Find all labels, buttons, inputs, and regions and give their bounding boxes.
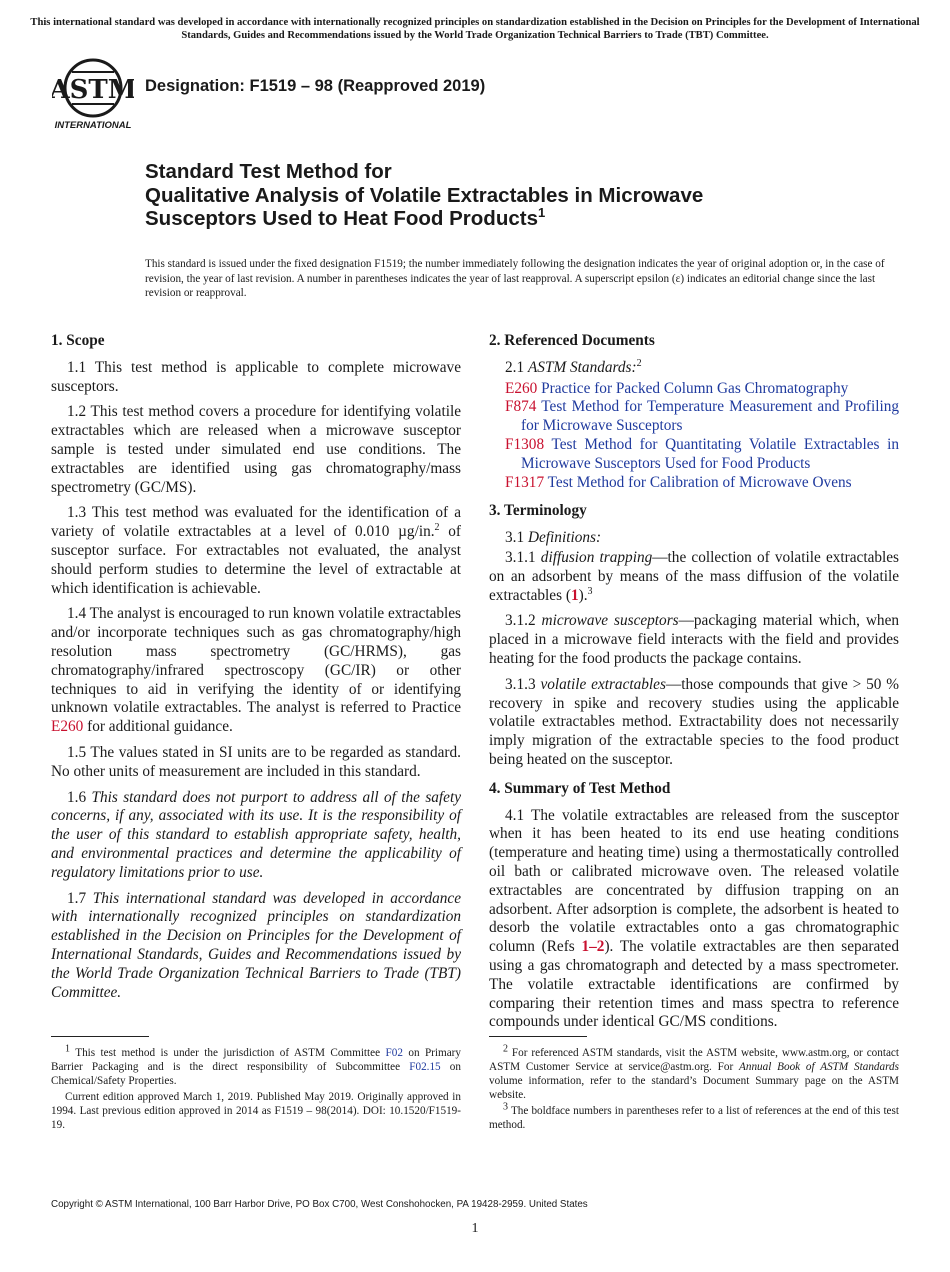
footnote-2-book-title: Annual Book of ASTM Standards <box>739 1061 899 1073</box>
para-3-1-3 <box>489 676 899 770</box>
para-1-7-text: This international standard was developed in accordance with internationally recognized principles on standardization established in the Decision on Principles for the Development of International Standards, Guides and Recommendations issued by the World Trade Organization Technical Barriers to Trade (TBT) Committee. <box>51 889 461 1001</box>
footnote-mark: 1 <box>65 1043 70 1055</box>
para-1-6-number: 1.6 <box>67 788 92 806</box>
footnote-rule-left <box>51 1036 149 1037</box>
reference-link-1[interactable]: 1 <box>570 586 579 604</box>
para-1-4-text-a: 1.4 The analyst is encouraged to run known volatile extractables and/or incorporate techniques such as gas chromatography/high resolution mass spectrometry (GC/HRMS), gas chromatography/infrared spectroscopy (GC/IR) or other techniques to aid in verifying the identity of or identifying unknown volatile extractables. The analyst is referred to Practice <box>51 605 461 717</box>
title-line-1: Standard Test Method for <box>145 160 392 183</box>
document-title <box>145 160 865 231</box>
para-3-1-text: Definitions: <box>527 529 602 547</box>
footnotes-left <box>51 1043 461 1134</box>
footnote-rule-right <box>489 1036 587 1037</box>
link-subcommittee-f02-15[interactable]: F02.15 <box>409 1061 441 1073</box>
ref-item-f874[interactable] <box>489 398 899 436</box>
para-3-1-2 <box>489 612 899 668</box>
link-e260[interactable]: E260 <box>51 718 84 736</box>
term-microwave-susceptors: microwave susceptors <box>541 612 679 630</box>
section-heading-summary: 4. Summary of Test Method <box>489 779 671 797</box>
section-heading-scope: 1. Scope <box>51 332 105 349</box>
title-line-3 <box>145 207 865 231</box>
para-1-3-text-a: 1.3 This test method was evaluated for the identification of a variety of volatile extractables at a level of 0.010 µg/in. <box>51 504 461 541</box>
copyright-notice: Copyright © ASTM International, 100 Barr Harbor Drive, PO Box C700, West Conshohocken, PA 19428-2959. United States <box>51 1199 588 1210</box>
ref-title[interactable]: Test Method for Calibration of Microwave Ovens <box>544 473 852 491</box>
footnote-2-text-b: volume information, refer to the standard’s Document Summary page on the ASTM website. <box>489 1075 899 1101</box>
issued-note: This standard is issued under the fixed designation F1519; the number immediately following the designation indicates the year of original adoption or, in the case of revision, the year of last revision. A number in parentheses indicates the year of last reapproval. A superscript epsilon (ε) indicates an editorial change since the last revision or reapproval. <box>145 258 885 299</box>
title-line-3-text: Susceptors Used to Heat Food Products <box>145 207 538 230</box>
para-1-2: 1.2 This test method covers a procedure for identifying volatile extractables which are released when a microwave susceptor sample is tested under simulated end use conditions. The extractables are identified using gas chromatography/mass spectrometry (GC/MS). <box>51 403 461 496</box>
ref-code[interactable]: F1317 <box>505 473 545 491</box>
term-number: 3.1.3 <box>505 675 541 693</box>
footnote-mark: 3 <box>503 1101 508 1113</box>
para-1-3-text-b: of susceptor surface. For extractables not evaluated, the analyst should perform studies to determine the level of extractable at which identification is achievable. <box>51 523 461 597</box>
para-3-1 <box>489 529 899 548</box>
term-volatile-extractables: volatile extractables <box>540 675 666 693</box>
section-heading-referenced-documents: 2. Referenced Documents <box>489 332 655 349</box>
para-4-1-text-a: 4.1 The volatile extractables are released from the susceptor when it has been heated to its end use heating conditions (temperature and heating time) using a thermostatically controlled oil bath or calibrated microwave oven. The released volatile extractables are concentrated by diffusion trapping on an adsorbent. After adsorption is complete, the adsorbent is heated to desorb the volatile extractables onto a gas chromatographic column (Refs <box>489 806 899 956</box>
term-number: 3.1.1 <box>505 548 541 566</box>
page-number: 1 <box>471 1221 479 1236</box>
footnote-1 <box>51 1043 461 1088</box>
term-definition-end: ). <box>578 586 588 604</box>
term-definition: —packaging material which, when placed in a microwave field interacts with the field and provides heating for the food products the package contains. <box>489 612 900 667</box>
reference-link-1-2[interactable]: 1–2 <box>581 938 605 956</box>
footnote-1-text-a: This test method is under the jurisdiction of ASTM Committee <box>75 1047 386 1059</box>
footnote-1-text-b: on Primary Barrier Packaging and is the direct responsibility of Subcommittee <box>51 1047 461 1073</box>
ref-code[interactable]: F874 <box>505 398 537 416</box>
right-column <box>489 332 899 1039</box>
para-4-1 <box>489 807 899 1033</box>
ref-title[interactable]: Test Method for Temperature Measurement and Profiling for Microwave Susceptors <box>521 398 899 435</box>
term-definition: —those compounds that give > 50 % recovery in spike and recovery studies using the applicable volatile extractables method. Extractability does not necessarily imply migration of the extractable species to the food product being heated on the susceptor. <box>489 675 899 768</box>
ref-code[interactable]: F1308 <box>505 435 545 453</box>
ref-title[interactable]: Test Method for Quantitating Volatile Extractables in Microwave Susceptors Used for Food Products <box>521 435 899 472</box>
left-column <box>51 332 461 1009</box>
ref-title[interactable]: Practice for Packed Column Gas Chromatography <box>537 379 849 397</box>
title-line-2: Qualitative Analysis of Volatile Extractables in Microwave <box>145 183 704 207</box>
svg-text:ASTM: ASTM <box>52 75 134 105</box>
footnote-mark-2[interactable]: 2 <box>636 357 642 369</box>
footnote-3 <box>489 1101 899 1132</box>
para-3-1-1 <box>489 549 899 605</box>
para-1-7-number: 1.7 <box>67 889 93 907</box>
referenced-list <box>489 380 899 493</box>
ref-code[interactable]: E260 <box>505 379 538 397</box>
para-1-7 <box>51 890 461 1003</box>
para-1-6 <box>51 789 461 883</box>
ref-item-f1308[interactable] <box>489 436 899 474</box>
para-1-6-text: This standard does not purport to address all of the safety concerns, if any, associated with its use. It is the responsibility of the user of this standard to establish appropriate safety, health, and environmental practices and determine the applicability of regulatory limitations prior to use. <box>51 788 462 881</box>
footnote-mark: 2 <box>503 1043 508 1055</box>
section-heading-terminology: 3. Terminology <box>489 502 587 520</box>
astm-logo-icon <box>52 58 134 132</box>
term-number: 3.1.2 <box>505 612 542 630</box>
para-4-1-text-b: ). The volatile extractables are then separated using a gas chromatograph and detected by a mass spectrometer. The volatile extractable identifications are confirmed by comparing their retention times and mass spectra to reference compounds under identical GC/MS conditions. <box>489 938 899 1031</box>
link-committee-f02[interactable]: F02 <box>385 1047 403 1059</box>
term-diffusion-trapping: diffusion trapping <box>540 548 653 566</box>
para-2-1-text: ASTM Standards: <box>527 358 637 376</box>
ref-item-f1317[interactable] <box>489 474 899 493</box>
para-3-1-number: 3.1 <box>505 529 528 547</box>
para-1-1: 1.1 This test method is applicable to complete microwave susceptors. <box>51 358 461 395</box>
para-1-4 <box>51 605 461 737</box>
unit-superscript: 2 <box>434 522 440 534</box>
para-1-4-text-b: for additional guidance. <box>83 718 233 736</box>
para-2-1-number: 2.1 <box>505 358 528 376</box>
footnote-1-text-c: on Chemical/Safety Properties. <box>51 1061 461 1087</box>
footnote-2 <box>489 1043 899 1102</box>
para-2-1 <box>489 359 899 378</box>
ref-item-e260[interactable] <box>489 380 899 399</box>
tbt-notice: This international standard was developed in accordance with internationally recognized principles on standardization established in the Decision on Principles for the Development of International Standards, Guides and Recommendations issued by the World Trade Organization Technical Barriers to Trade (TBT) Committee. <box>30 17 920 41</box>
logo-text: INTERNATIONAL <box>54 120 132 131</box>
title-footnote-mark[interactable]: 1 <box>537 205 546 221</box>
footnote-2-text-a: For referenced ASTM standards, visit the ASTM website, www.astm.org, or contact ASTM Customer Service at service@astm.org. For <box>489 1047 899 1073</box>
edition-note: Current edition approved March 1, 2019. Published May 2019. Originally approved in 1994. Last previous edition approved in 2014 as F1519 – 98(2014). DOI: 10.1520/F1519-19. <box>51 1091 461 1131</box>
para-1-3 <box>51 504 461 598</box>
footnote-3-text: The boldface numbers in parentheses refer to a list of references at the end of this test method. <box>489 1105 899 1131</box>
footnotes-right <box>489 1043 899 1134</box>
footnote-mark-3[interactable]: 3 <box>587 585 593 597</box>
designation: Designation: F1519 – 98 (Reapproved 2019) <box>145 77 486 95</box>
term-definition: —the collection of volatile extractables on an adsorbent by means of the mass diffusion of the volatile extractables ( <box>489 548 899 604</box>
para-1-5: 1.5 The values stated in SI units are to be regarded as standard. No other units of measurement are included in this standard. <box>51 743 461 780</box>
